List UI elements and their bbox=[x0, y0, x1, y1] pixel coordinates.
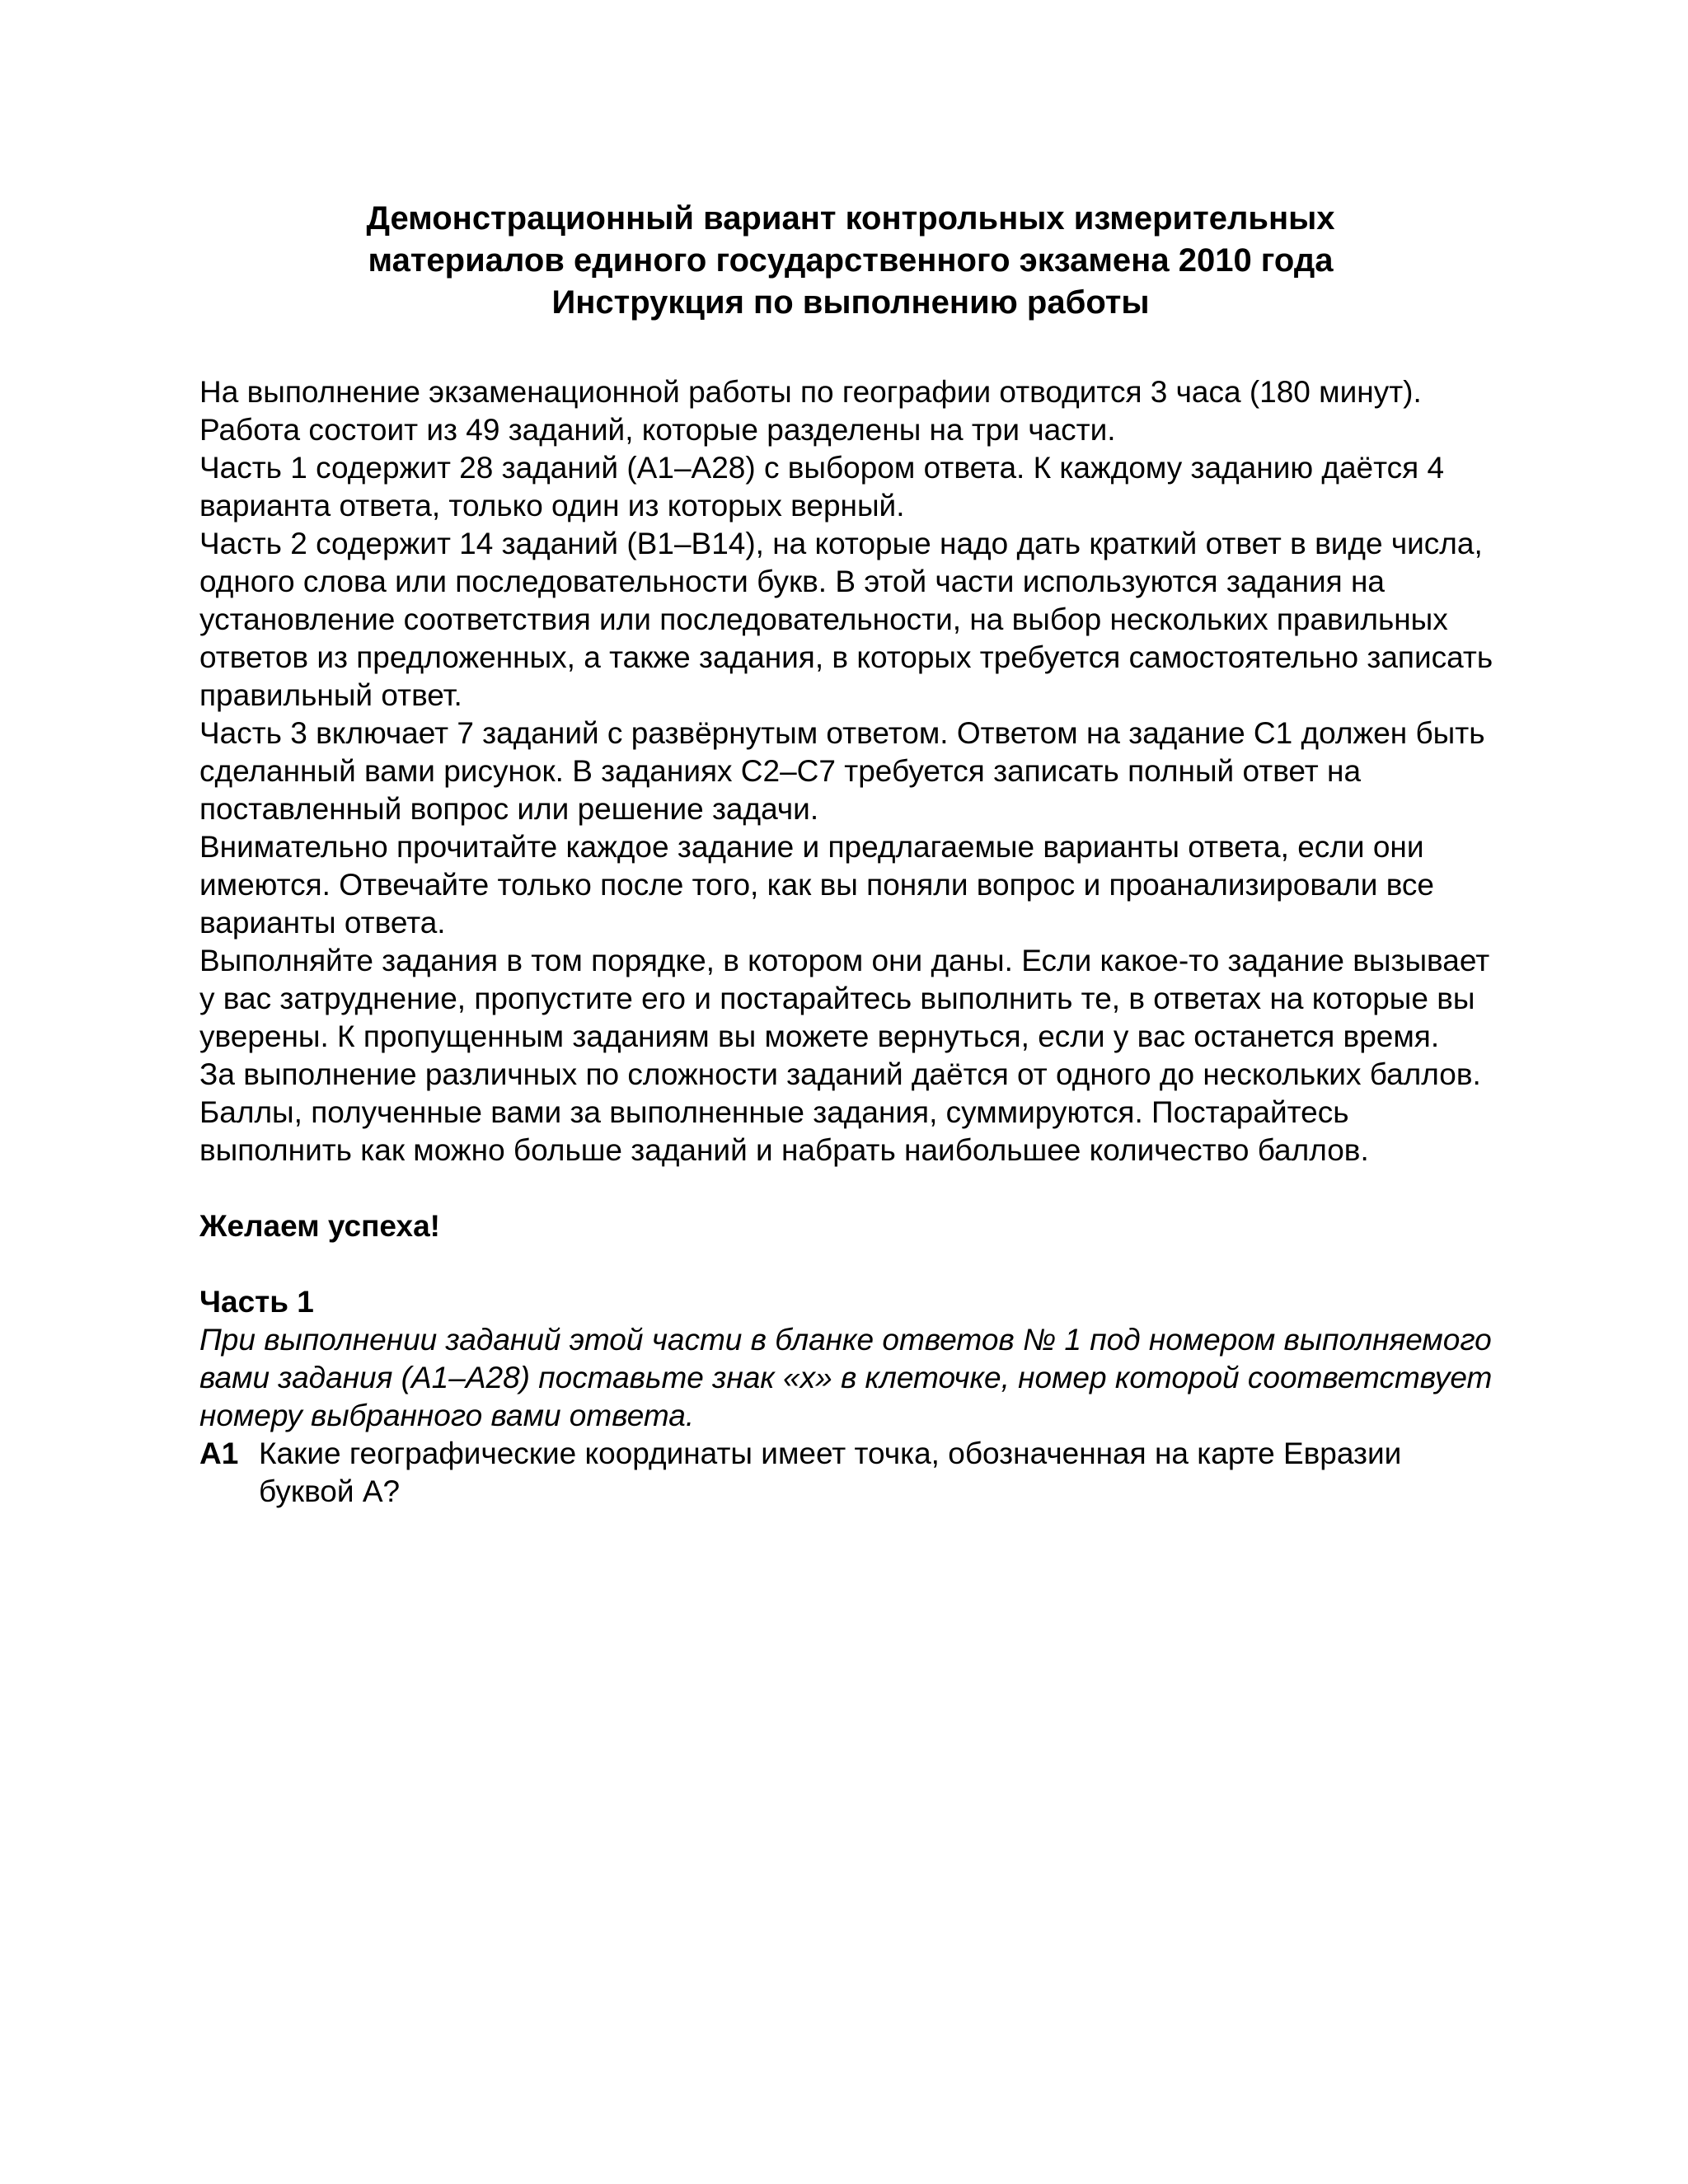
paragraph-scoring: За выполнение различных по сложности заданий даётся от одного до нескольких баллов. Баллы, полученные вами за выполненные задания, суммируются. Постарайтесь выполнить как можно больше заданий и набрать наибольшее количество баллов. bbox=[199, 1057, 1481, 1167]
paragraph-order: Выполняйте задания в том порядке, в котором они даны. Если какое-то задание вызывает у вас затруднение, пропустите его и постарайтесь выполнить те, в ответах на которые вы уверены. К пропущенным заданиям вы можете вернуться, если у вас останется время. bbox=[199, 944, 1490, 1053]
document-title bbox=[199, 198, 1502, 324]
part-1-heading: Часть 1 bbox=[199, 1285, 314, 1319]
document-page bbox=[199, 198, 1502, 1511]
paragraph-duration: На выполнение экзаменационной работы по географии отводится 3 часа (180 минут). Работа состоит из 49 заданий, которые разделены на три части. bbox=[199, 375, 1422, 447]
good-luck-text: Желаем успеха! bbox=[199, 1209, 440, 1243]
paragraph-part-2: Часть 2 содержит 14 заданий (В1–В14), на которые надо дать краткий ответ в виде числа, одного слова или последовательности букв. В этой части используются задания на установление соответствия или последовательности, на выбор нескольких правильных ответов из предложенных, а также задания, в которых требуется самостоятельно записать правильный ответ. bbox=[199, 527, 1493, 712]
instruction-body bbox=[199, 373, 1502, 1511]
paragraph-part-1: Часть 1 содержит 28 заданий (А1–А28) с выбором ответа. К каждому заданию даётся 4 варианта ответа, только один из которых верный. bbox=[199, 451, 1445, 523]
task-a1 bbox=[199, 1435, 1502, 1511]
paragraph-part-3: Часть 3 включает 7 заданий с развёрнутым ответом. Ответом на задание С1 должен быть сделанный вами рисунок. В заданиях С2–С7 требуется записать полный ответ на поставленный вопрос или решение задачи. bbox=[199, 716, 1485, 826]
title-line-3: Инструкция по выполнению работы bbox=[551, 284, 1150, 321]
paragraph-read-carefully: Внимательно прочитайте каждое задание и предлагаемые варианты ответа, если они имеются. Отвечайте только после того, как вы поняли вопрос и проанализировали все варианты ответа. bbox=[199, 830, 1435, 940]
part-1-instruction: При выполнении заданий этой части в бланке ответов № 1 под номером выполняемого вами задания (А1–А28) поставьте знак «х» в клеточке, номер которой соответствует номеру выбранного вами ответа. bbox=[199, 1323, 1493, 1432]
task-number: А1 bbox=[199, 1436, 239, 1470]
spacer bbox=[199, 1169, 1502, 1207]
spacer bbox=[199, 1245, 1502, 1283]
task-question: Какие географические координаты имеет точка, обозначенная на карте Евразии буквой А? bbox=[259, 1436, 1402, 1508]
title-line-1: Демонстрационный вариант контрольных измерительных bbox=[366, 200, 1335, 237]
title-line-2: материалов единого государственного экзамена 2010 года bbox=[368, 242, 1334, 279]
